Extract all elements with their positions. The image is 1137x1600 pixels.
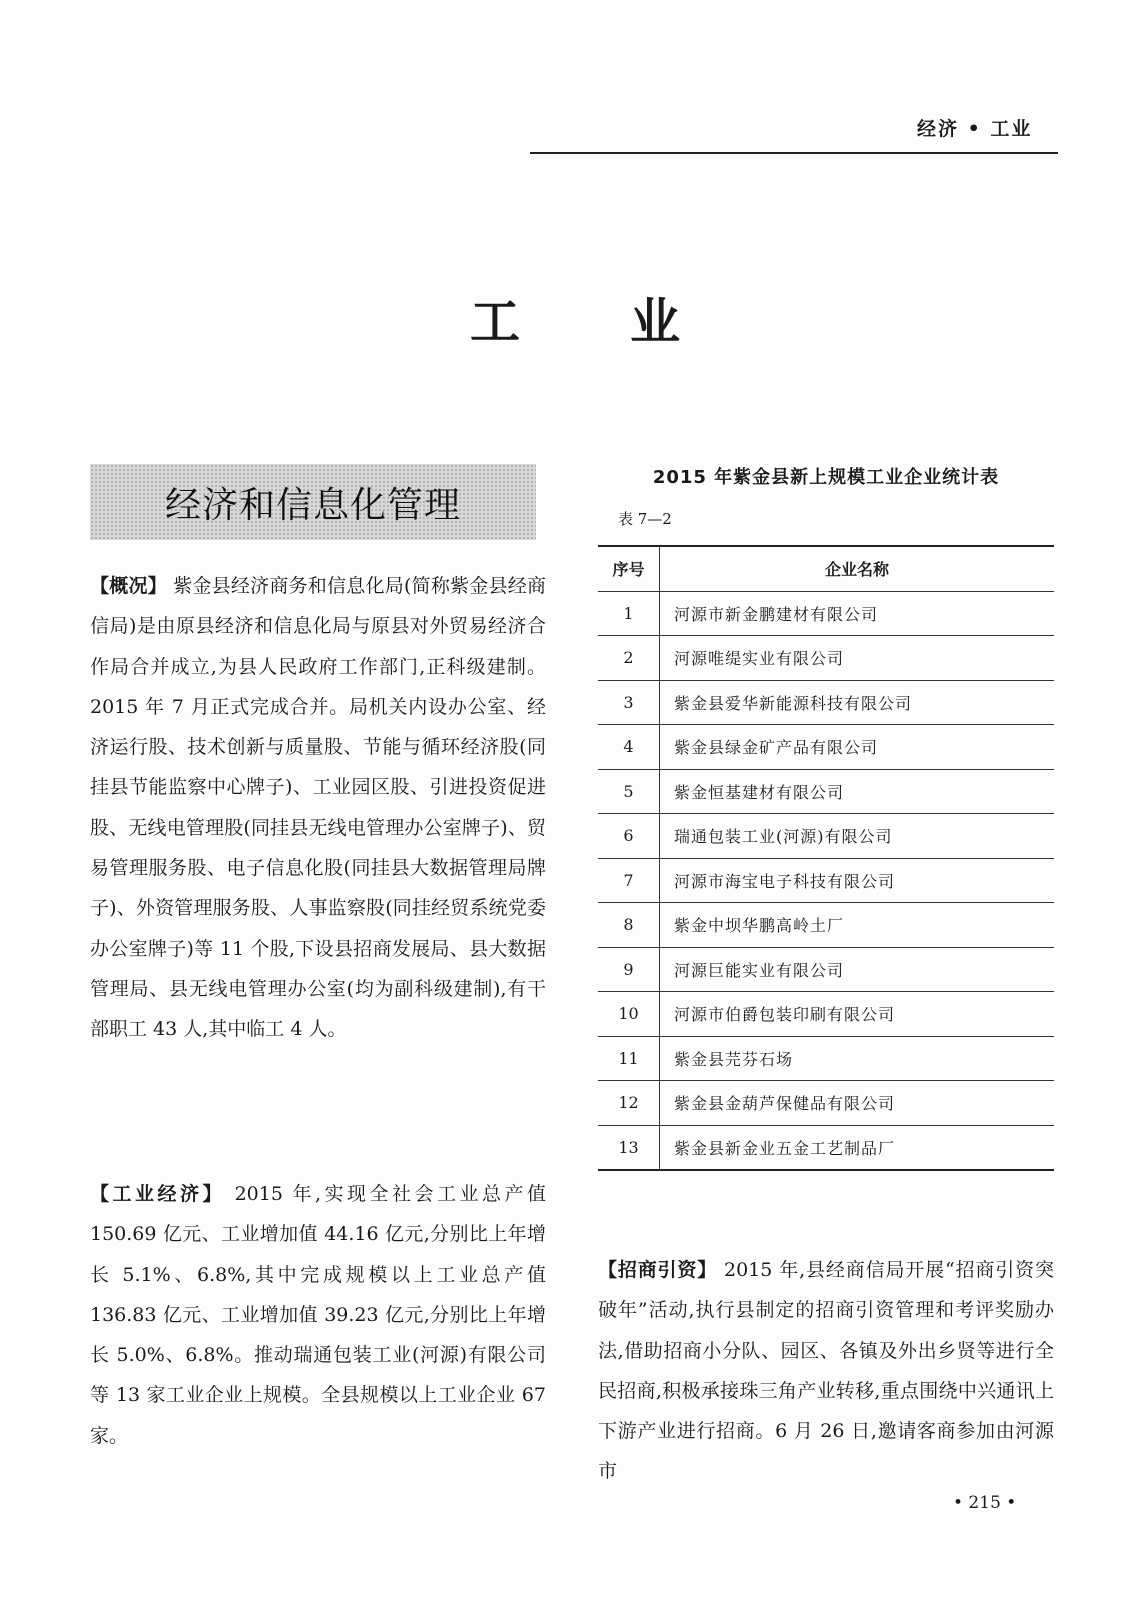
header-enterprise-name: 企业名称	[660, 546, 1055, 591]
table-row	[598, 858, 1054, 903]
enterprise-name-cell: 紫金中坝华鹏高岭土厂	[660, 903, 1055, 948]
chapter-title-char-1: 工	[470, 292, 520, 351]
enterprise-name-cell: 河源唯缇实业有限公司	[660, 636, 1055, 681]
table-row	[598, 1125, 1054, 1170]
serial-number-cell: 11	[598, 1036, 660, 1081]
enterprise-name-cell: 瑞通包装工业(河源)有限公司	[660, 814, 1055, 859]
enterprise-name-cell: 紫金恒基建材有限公司	[660, 769, 1055, 814]
table-row	[598, 591, 1054, 636]
table-row	[598, 769, 1054, 814]
running-head: 经济 • 工业	[917, 118, 1033, 140]
header-serial-number: 序号	[598, 546, 660, 591]
section-banner	[90, 464, 536, 540]
table-row	[598, 903, 1054, 948]
enterprise-name-cell: 河源市新金鹏建材有限公司	[660, 591, 1055, 636]
table-title: 2015 年紫金县新上规模工业企业统计表	[652, 467, 1000, 488]
table-row	[598, 947, 1054, 992]
enterprise-name-cell: 紫金县芫芬石场	[660, 1036, 1055, 1081]
table-row	[598, 814, 1054, 859]
serial-number-cell: 6	[598, 814, 660, 859]
table-row	[598, 992, 1054, 1037]
page-number: • 215 •	[953, 1493, 1017, 1513]
enterprise-table	[598, 545, 1054, 1171]
header-rule	[530, 152, 1058, 154]
enterprise-name-cell: 紫金县绿金矿产品有限公司	[660, 725, 1055, 770]
table-row	[598, 1081, 1054, 1126]
serial-number-cell: 13	[598, 1125, 660, 1170]
investment-heading: 【招商引资】	[598, 1259, 718, 1281]
enterprise-name-cell: 紫金县新金业五金工艺制品厂	[660, 1125, 1055, 1170]
overview-heading: 【概况】	[90, 575, 167, 597]
table-number: 表 7—2	[618, 510, 672, 528]
serial-number-cell: 4	[598, 725, 660, 770]
industry-paragraph	[90, 1174, 546, 1456]
serial-number-cell: 2	[598, 636, 660, 681]
table-row	[598, 1036, 1054, 1081]
serial-number-cell: 5	[598, 769, 660, 814]
industry-heading: 【工业经济】	[90, 1183, 226, 1205]
investment-paragraph	[598, 1250, 1054, 1492]
enterprise-name-cell: 河源市伯爵包装印刷有限公司	[660, 992, 1055, 1037]
serial-number-cell: 7	[598, 858, 660, 903]
serial-number-cell: 1	[598, 591, 660, 636]
serial-number-cell: 8	[598, 903, 660, 948]
table-body	[598, 591, 1054, 1170]
table-row	[598, 680, 1054, 725]
serial-number-cell: 10	[598, 992, 660, 1037]
chapter-title-char-2: 业	[630, 292, 680, 351]
serial-number-cell: 3	[598, 680, 660, 725]
serial-number-cell: 9	[598, 947, 660, 992]
enterprise-name-cell: 紫金县金葫芦保健品有限公司	[660, 1081, 1055, 1126]
table-row	[598, 636, 1054, 681]
overview-paragraph	[90, 566, 546, 1050]
investment-text: 2015 年,县经商信局开展“招商引资突破年”活动,执行县制定的招商引资管理和考评奖励办法,借助招商小分队、园区、各镇及外出乡贤等进行全民招商,积极承接珠三角产业转移,重点围绕中兴通讯上下游产业进行招商。6 月 26 日,邀请客商参加由河源市	[598, 1259, 1054, 1483]
section-title: 经济和信息化管理	[164, 484, 461, 526]
table-row	[598, 725, 1054, 770]
serial-number-cell: 12	[598, 1081, 660, 1126]
enterprise-name-cell: 河源市海宝电子科技有限公司	[660, 858, 1055, 903]
enterprise-name-cell: 紫金县爱华新能源科技有限公司	[660, 680, 1055, 725]
overview-text: 紫金县经济商务和信息化局(简称紫金县经商信局)是由原县经济和信息化局与原县对外贸易经济合作局合并成立,为县人民政府工作部门,正科级建制。2015 年 7 月正式完成合并。局机关内设办公室、经济运行股、技术创新与质量股、节能与循环经济股(同挂县节能监察中心牌子)、工业园区股、引进投资促进股、无线电管理股(同挂县无线电管理办公室牌子)、贸易管理服务股、电子信息化股(同挂县大数据管理局牌子)、外资管理服务股、人事监察股(同挂经贸系统党委办公室牌子)等 11 个股,下设县招商发展局、县大数据管理局、县无线电管理办公室(均为副科级建制),有干部职工 43 人,其中临工 4 人。	[90, 575, 546, 1041]
chapter-title	[470, 283, 680, 353]
table-header-row	[598, 546, 1054, 591]
enterprise-name-cell: 河源巨能实业有限公司	[660, 947, 1055, 992]
industry-text: 2015 年,实现全社会工业总产值 150.69 亿元、工业增加值 44.16 亿元,分别比上年增长 5.1%、6.8%,其中完成规模以上工业总产值 136.83 亿元、工业增加值 39.23 亿元,分别比上年增长 5.0%、6.8%。推动瑞通包装工业(河源)有限公司等 13 家工业企业上规模。全县规模以上工业企业 67 家。	[90, 1183, 546, 1447]
